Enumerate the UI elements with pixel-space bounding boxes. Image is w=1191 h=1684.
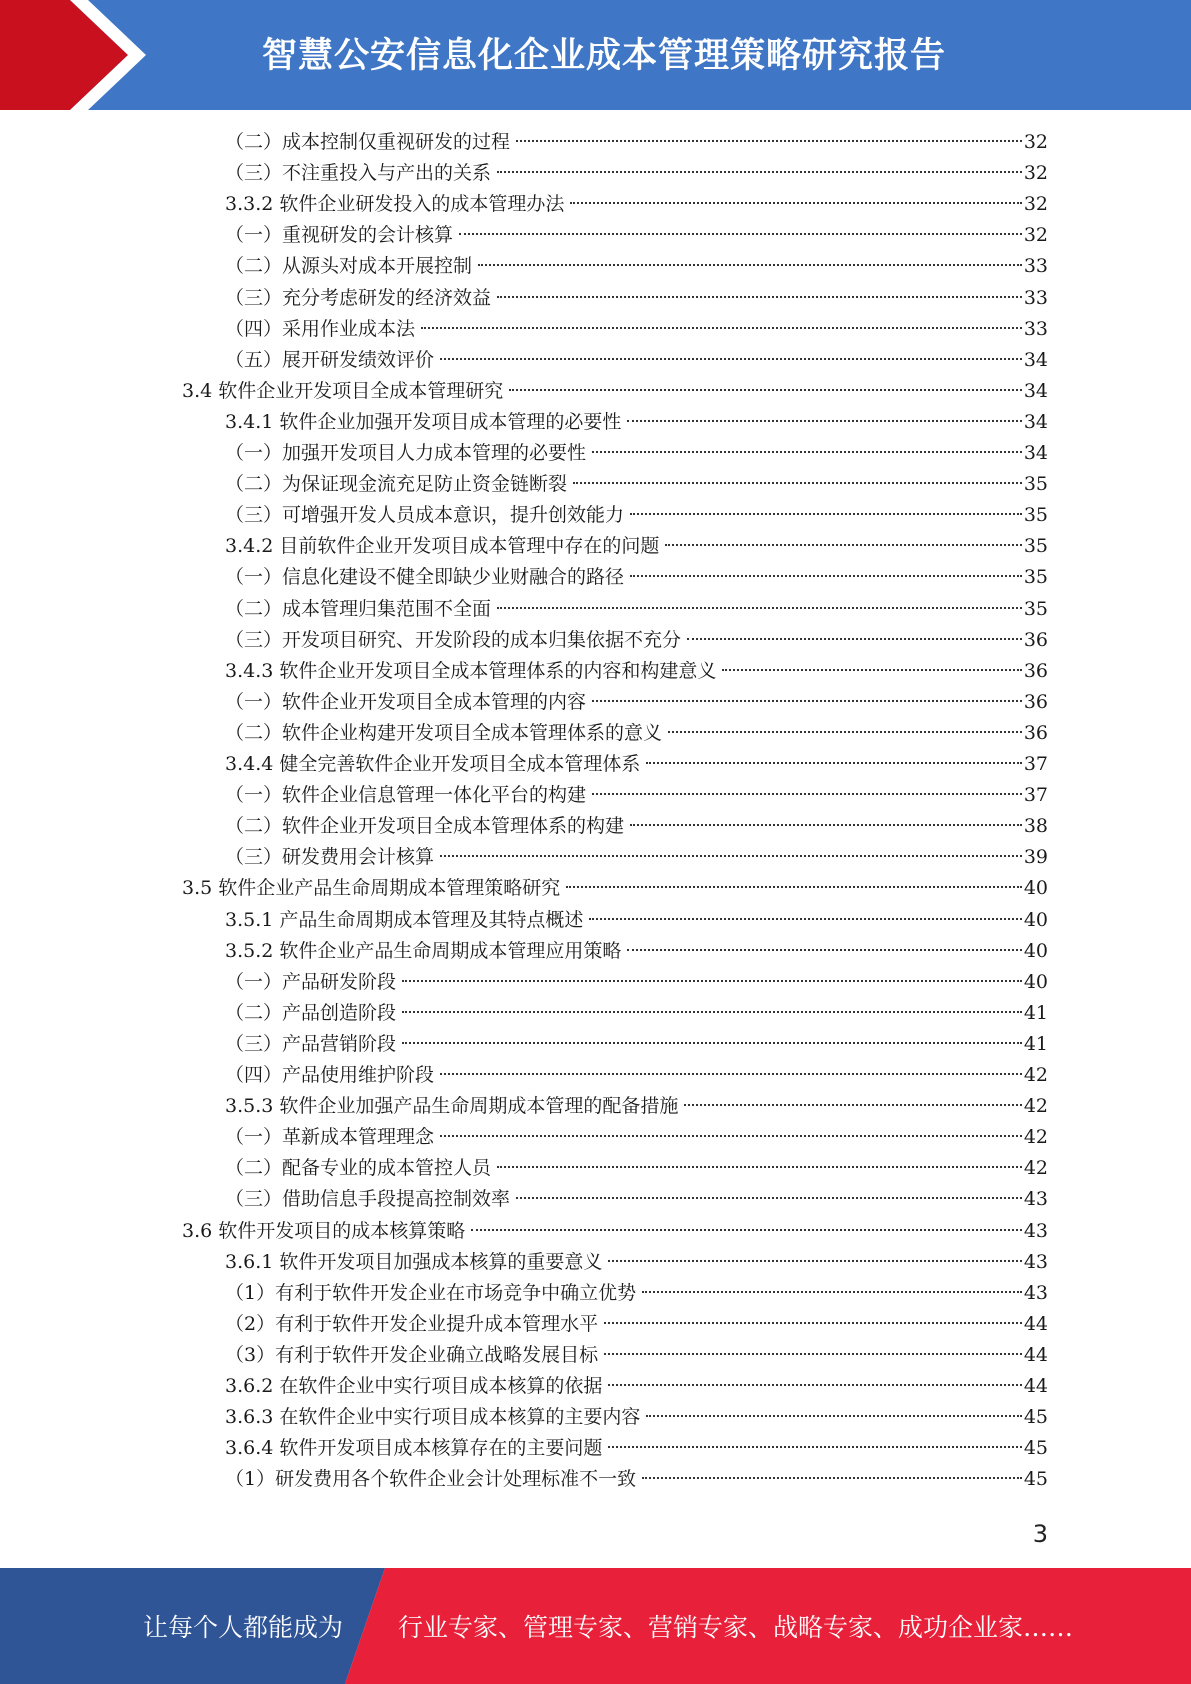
toc-dot-leader (573, 482, 1022, 484)
toc-dot-leader (516, 140, 1022, 142)
toc-entry[interactable] (225, 283, 1048, 314)
toc-entry[interactable] (225, 1433, 1048, 1464)
toc-dot-leader (589, 918, 1021, 920)
toc-entry-title: （一）软件企业开发项目全成本管理的内容 (225, 691, 587, 713)
toc-entry-title: （1）研发费用各个软件企业会计处理标准不一致 (225, 1468, 637, 1490)
toc-dot-leader (630, 575, 1022, 577)
toc-dot-leader (497, 607, 1022, 609)
toc-entry-title: 3.4.3 软件企业开发项目全成本管理体系的内容和构建意义 (225, 660, 717, 682)
footer-slogan-right: 行业专家、管理专家、营销专家、战略专家、成功企业家…… (398, 1613, 1074, 1642)
toc-entry-page: 42 (1023, 1126, 1048, 1148)
toc-dot-leader (630, 513, 1022, 515)
toc-entry-title: （五）展开研发绩效评价 (225, 349, 435, 371)
toc-entry-title: （2）有利于软件开发企业提升成本管理水平 (225, 1313, 599, 1335)
toc-entry-page: 35 (1023, 504, 1048, 526)
toc-entry-title: （一）信息化建设不健全即缺少业财融合的路径 (225, 566, 625, 588)
toc-entry-title: （三）借助信息手段提高控制效率 (225, 1188, 511, 1210)
toc-entry[interactable] (225, 1247, 1048, 1278)
toc-entry-page: 35 (1023, 566, 1048, 588)
toc-dot-leader (497, 296, 1022, 298)
toc-entry[interactable] (225, 1340, 1048, 1371)
toc-entry-page: 35 (1023, 473, 1048, 495)
toc-entry-page: 36 (1023, 629, 1048, 651)
toc-entry[interactable] (225, 531, 1048, 562)
toc-entry-page: 34 (1023, 349, 1048, 371)
toc-entry[interactable] (225, 1402, 1048, 1433)
toc-entry-title: （一）加强开发项目人力成本管理的必要性 (225, 442, 587, 464)
toc-entry-title: （三）开发项目研究、开发阶段的成本归集依据不充分 (225, 629, 682, 651)
toc-entry-title: （三）充分考虑研发的经济效益 (225, 287, 492, 309)
toc-dot-leader (627, 949, 1021, 951)
toc-dot-leader (668, 731, 1022, 733)
toc-entry-title: 3.6.2 在软件企业中实行项目成本核算的依据 (225, 1375, 603, 1397)
toc-entry[interactable] (225, 936, 1048, 967)
toc-entry-title: （三）可增强开发人员成本意识，提升创效能力 (225, 504, 625, 526)
toc-entry-page: 43 (1023, 1282, 1048, 1304)
toc-entry-page: 39 (1023, 846, 1048, 868)
toc-entry[interactable] (225, 345, 1048, 376)
toc-dot-leader (592, 793, 1022, 795)
toc-dot-leader (471, 1229, 1022, 1231)
toc-entry-page: 43 (1023, 1188, 1048, 1210)
toc-entry-page: 38 (1023, 815, 1048, 837)
toc-entry[interactable] (225, 842, 1048, 873)
toc-entry[interactable] (225, 1464, 1048, 1495)
toc-entry-page: 34 (1023, 380, 1048, 402)
toc-entry-page: 45 (1023, 1406, 1048, 1428)
toc-entry-title: （一）革新成本管理理念 (225, 1126, 435, 1148)
toc-dot-leader (642, 1477, 1022, 1479)
toc-dot-leader (592, 451, 1022, 453)
toc-dot-leader (440, 1073, 1022, 1075)
toc-entry[interactable] (225, 562, 1048, 593)
toc-entry-page: 40 (1023, 909, 1048, 931)
toc-entry-page: 44 (1023, 1344, 1048, 1366)
toc-entry-page: 34 (1023, 411, 1048, 433)
toc-entry-title: （一）产品研发阶段 (225, 971, 397, 993)
toc-entry-page: 37 (1023, 784, 1048, 806)
toc-entry[interactable] (182, 376, 1048, 407)
toc-dot-leader (608, 1446, 1021, 1448)
toc-entry-title: 3.6.1 软件开发项目加强成本核算的重要意义 (225, 1251, 603, 1273)
toc-dot-leader (722, 669, 1021, 671)
toc-entry-page: 32 (1023, 193, 1048, 215)
toc-dot-leader (604, 1322, 1022, 1324)
toc-entry[interactable] (225, 407, 1048, 438)
toc-entry-title: （二）为保证现金流充足防止资金链断裂 (225, 473, 568, 495)
toc-entry-page: 36 (1023, 722, 1048, 744)
toc-entry-page: 45 (1023, 1468, 1048, 1490)
toc-entry-title: 3.6.3 在软件企业中实行项目成本核算的主要内容 (225, 1406, 641, 1428)
toc-entry[interactable] (225, 438, 1048, 469)
toc-entry[interactable] (225, 251, 1048, 282)
toc-entry[interactable] (225, 1371, 1048, 1402)
toc-entry-page: 42 (1023, 1095, 1048, 1117)
toc-dot-leader (440, 1135, 1022, 1137)
toc-entry[interactable] (225, 718, 1048, 749)
toc-entry-title: （一）重视研发的会计核算 (225, 224, 454, 246)
toc-entry-page: 36 (1023, 660, 1048, 682)
toc-entry-title: 3.5.1 产品生命周期成本管理及其特点概述 (225, 909, 584, 931)
toc-dot-leader (402, 1042, 1022, 1044)
toc-dot-leader (608, 1260, 1021, 1262)
toc-entry-title: （二）成本管理归集范围不全面 (225, 598, 492, 620)
toc-entry[interactable] (225, 780, 1048, 811)
toc-entry-page: 43 (1023, 1220, 1048, 1242)
toc-entry-title: 3.6.4 软件开发项目成本核算存在的主要问题 (225, 1437, 603, 1459)
toc-dot-leader (497, 171, 1022, 173)
toc-dot-leader (646, 1415, 1021, 1417)
toc-entry[interactable] (225, 1184, 1048, 1215)
toc-entry-title: 3.4.4 健全完善软件企业开发项目全成本管理体系 (225, 753, 641, 775)
toc-dot-leader (687, 638, 1022, 640)
toc-entry-page: 42 (1023, 1157, 1048, 1179)
toc-entry[interactable] (225, 469, 1048, 500)
toc-dot-leader (497, 1166, 1022, 1168)
page-number: 3 (1032, 1520, 1048, 1548)
page-header (0, 0, 1191, 110)
toc-entry-page: 32 (1023, 224, 1048, 246)
toc-entry-title: （一）软件企业信息管理一体化平台的构建 (225, 784, 587, 806)
toc-entry-page: 32 (1023, 131, 1048, 153)
toc-dot-leader (478, 264, 1022, 266)
toc-entry-title: 3.3.2 软件企业研发投入的成本管理办法 (225, 193, 565, 215)
toc-entry-page: 40 (1023, 940, 1048, 962)
toc-entry-page: 37 (1023, 753, 1048, 775)
toc-entry-title: （三）研发费用会计核算 (225, 846, 435, 868)
page-footer (0, 1568, 1191, 1684)
toc-entry-page: 41 (1023, 1002, 1048, 1024)
toc-entry-title: （四）采用作业成本法 (225, 318, 416, 340)
toc-dot-leader (570, 202, 1021, 204)
toc-entry-title: （四）产品使用维护阶段 (225, 1064, 435, 1086)
toc-entry-page: 34 (1023, 442, 1048, 464)
toc-dot-leader (459, 233, 1022, 235)
toc-dot-leader (440, 358, 1022, 360)
toc-dot-leader (516, 1197, 1022, 1199)
toc-entry-title: （二）软件企业构建开发项目全成本管理体系的意义 (225, 722, 663, 744)
toc-entry[interactable] (225, 967, 1048, 998)
toc-dot-leader (627, 420, 1021, 422)
toc-dot-leader (440, 855, 1022, 857)
toc-dot-leader (665, 544, 1021, 546)
toc-entry[interactable] (225, 220, 1048, 251)
toc-entry-title: （二）产品创造阶段 (225, 1002, 397, 1024)
toc-entry-title: （二）软件企业开发项目全成本管理体系的构建 (225, 815, 625, 837)
toc-entry-title: 3.6 软件开发项目的成本核算策略 (182, 1220, 466, 1242)
toc-entry-title: （3）有利于软件开发企业确立战略发展目标 (225, 1344, 599, 1366)
toc-entry-page: 32 (1023, 162, 1048, 184)
toc-entry-title: （二）成本控制仅重视研发的过程 (225, 131, 511, 153)
toc-dot-leader (402, 1011, 1022, 1013)
toc-entry-title: 3.5 软件企业产品生命周期成本管理策略研究 (182, 877, 561, 899)
toc-dot-leader (592, 700, 1022, 702)
toc-entry-title: 3.4.1 软件企业加强开发项目成本管理的必要性 (225, 411, 622, 433)
footer-slogan-left: 让每个人都能成为 (143, 1613, 344, 1642)
toc-entry-page: 33 (1023, 287, 1048, 309)
toc-entry-page: 42 (1023, 1064, 1048, 1086)
toc-entry-page: 33 (1023, 318, 1048, 340)
toc-entry-page: 44 (1023, 1375, 1048, 1397)
toc-entry[interactable] (225, 594, 1048, 625)
toc-entry[interactable] (182, 873, 1048, 904)
toc-entry-title: 3.4 软件企业开发项目全成本管理研究 (182, 380, 504, 402)
toc-entry[interactable] (225, 500, 1048, 531)
toc-entry-page: 44 (1023, 1313, 1048, 1335)
toc-entry[interactable] (225, 656, 1048, 687)
toc-entry[interactable] (225, 749, 1048, 780)
toc-dot-leader (509, 389, 1022, 391)
toc-dot-leader (566, 886, 1022, 888)
toc-entry-title: （三）产品营销阶段 (225, 1033, 397, 1055)
toc-entry[interactable] (225, 625, 1048, 656)
toc-entry-page: 33 (1023, 255, 1048, 277)
toc-entry[interactable] (182, 1216, 1048, 1247)
toc-entry-page: 45 (1023, 1437, 1048, 1459)
report-title: 智慧公安信息化企业成本管理策略研究报告 (262, 36, 947, 76)
toc-entry[interactable] (225, 158, 1048, 189)
toc-entry[interactable] (225, 1278, 1048, 1309)
toc-entry-page: 40 (1023, 877, 1048, 899)
toc-dot-leader (646, 762, 1021, 764)
toc-dot-leader (604, 1353, 1022, 1355)
toc-entry[interactable] (225, 127, 1048, 158)
toc-dot-leader (642, 1291, 1022, 1293)
toc-entry[interactable] (225, 1091, 1048, 1122)
toc-entry[interactable] (225, 905, 1048, 936)
toc-entry[interactable] (225, 1029, 1048, 1060)
toc-entry-title: （1）有利于软件开发企业在市场竞争中确立优势 (225, 1282, 637, 1304)
toc-entry-title: 3.4.2 目前软件企业开发项目成本管理中存在的问题 (225, 535, 660, 557)
toc-dot-leader (421, 327, 1022, 329)
toc-entry[interactable] (225, 1060, 1048, 1091)
toc-entry[interactable] (225, 998, 1048, 1029)
toc-entry-page: 40 (1023, 971, 1048, 993)
toc-entry-title: （三）不注重投入与产出的关系 (225, 162, 492, 184)
toc-entry-title: 3.5.2 软件企业产品生命周期成本管理应用策略 (225, 940, 622, 962)
toc-entry-page: 41 (1023, 1033, 1048, 1055)
toc-entry-page: 35 (1023, 598, 1048, 620)
toc-entry[interactable] (225, 189, 1048, 220)
toc-entry[interactable] (225, 1153, 1048, 1184)
toc-dot-leader (608, 1384, 1021, 1386)
toc-entry-page: 36 (1023, 691, 1048, 713)
toc-entry-title: （二）从源头对成本开展控制 (225, 255, 473, 277)
toc-entry[interactable] (225, 1309, 1048, 1340)
toc-entry[interactable] (225, 687, 1048, 718)
toc-entry[interactable] (225, 314, 1048, 345)
toc-dot-leader (630, 824, 1022, 826)
toc-entry-page: 35 (1023, 535, 1048, 557)
toc-entry[interactable] (225, 811, 1048, 842)
toc-entry[interactable] (225, 1122, 1048, 1153)
toc-dot-leader (684, 1104, 1021, 1106)
toc-entry-title: （二）配备专业的成本管控人员 (225, 1157, 492, 1179)
toc-dot-leader (402, 980, 1022, 982)
toc-entry-title: 3.5.3 软件企业加强产品生命周期成本管理的配备措施 (225, 1095, 679, 1117)
toc-entry-page: 43 (1023, 1251, 1048, 1273)
